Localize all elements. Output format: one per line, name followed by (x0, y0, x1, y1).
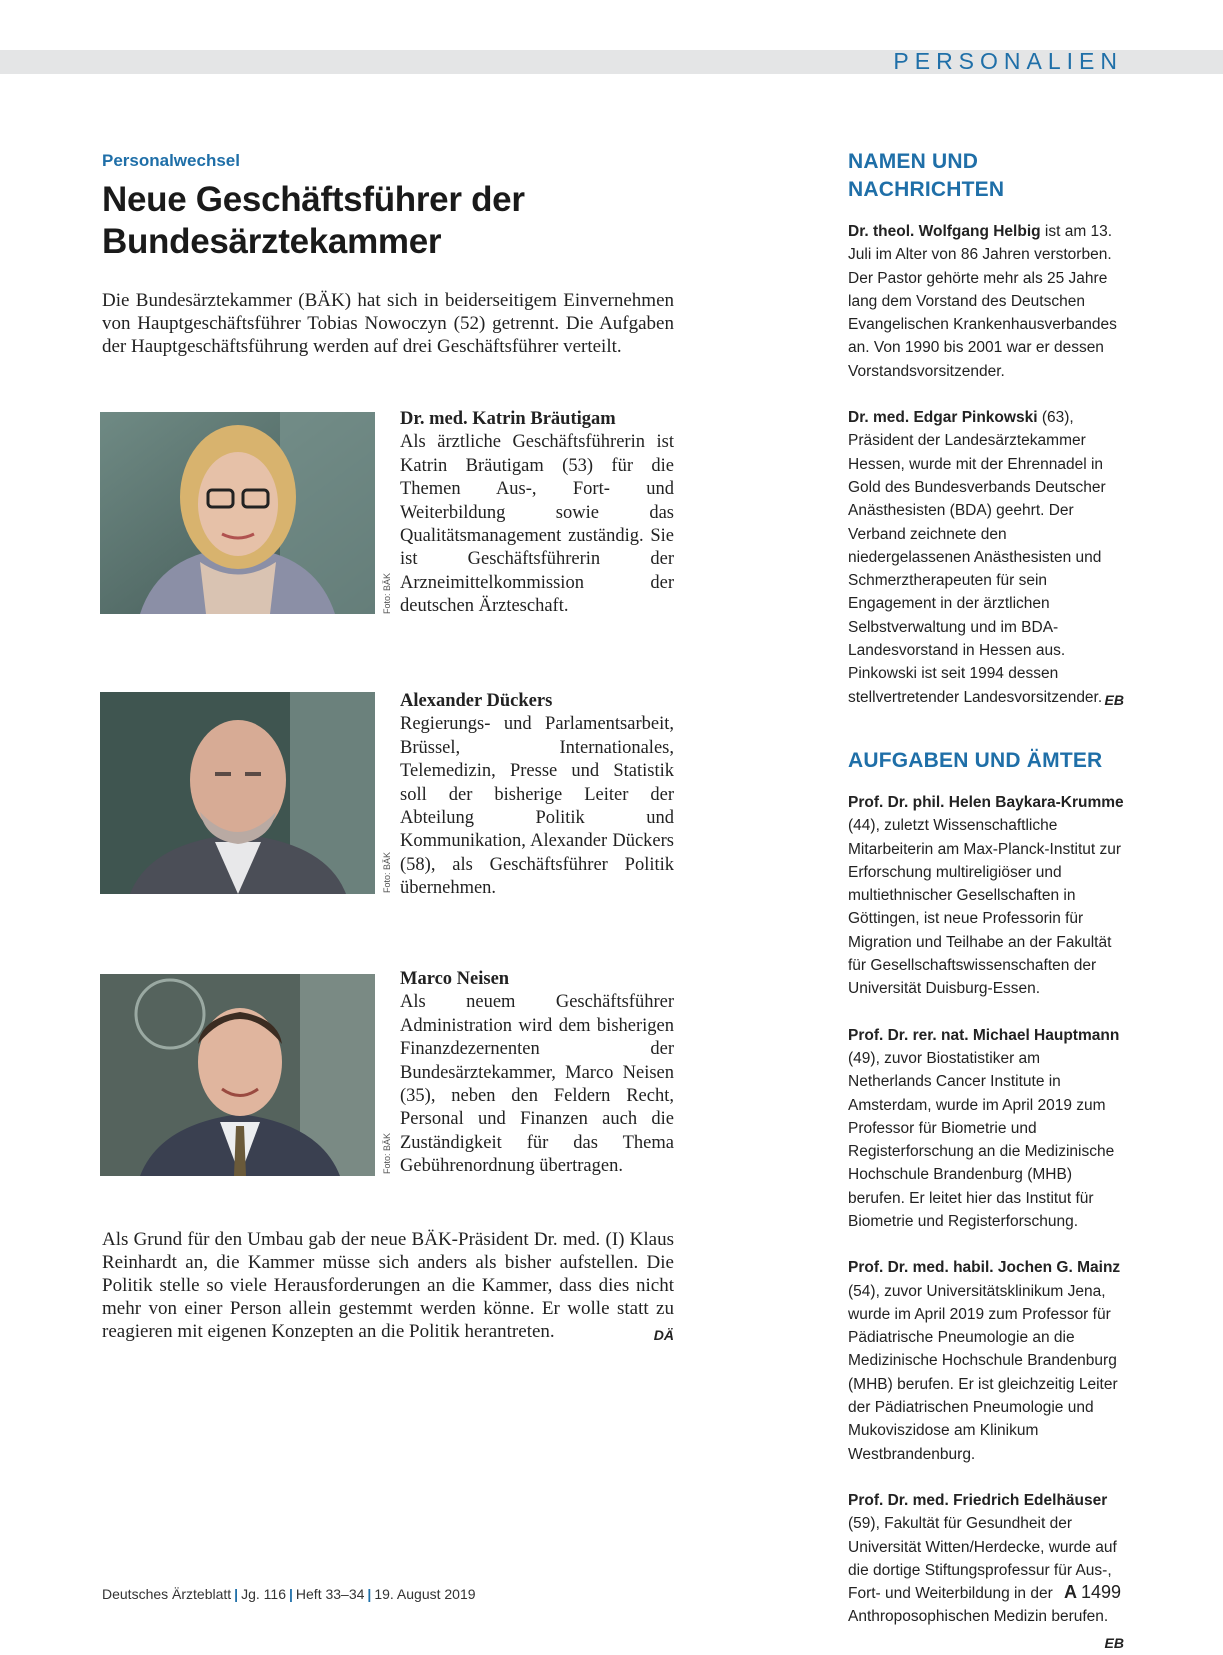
headline-line-2: Bundesärztekammer (102, 222, 442, 261)
entry-name: Prof. Dr. rer. nat. Michael Hauptmann (848, 1026, 1120, 1044)
entry-text: (44), zuletzt Wissenschaftliche Mitarbeiterin am Max-Planck-Institut zur Erforschung multireligiöser und multiethnischer Gesellschaften in Göttingen, ist neue Professorin für Migration und Teilhabe an der Fakultät für Gesellschaftswissenschaften der Universität Duisburg-Essen. (848, 817, 1122, 998)
photo-credit: Foto: BÄK (382, 851, 392, 893)
appointment-entry (848, 1024, 1124, 1234)
entry-signature: EB (1104, 691, 1124, 708)
portrait-photo-braeutigam (100, 412, 375, 614)
author-signature: DÄ (653, 1327, 674, 1343)
appointment-entry (848, 791, 1124, 1001)
entry-name: Prof. Dr. med. habil. Jochen G. Mainz (848, 1259, 1121, 1277)
portrait-photo-dueckers (100, 692, 375, 894)
sidebar-column (848, 148, 1124, 1655)
person-name: Dr. med. Katrin Bräutigam (400, 409, 616, 429)
photo-credit: Foto: BÄK (382, 572, 392, 614)
journal-name: Deutsches Ärzteblatt (102, 1586, 232, 1602)
headline-line-1: Neue Geschäftsführer der (102, 180, 525, 219)
entry-text: (54), zuvor Universitätsklinikum Jena, wurde im April 2019 zum Professor für Pädiatrische Pneumologie an die Medizinische Hochschule Brandenburg (MHB) berufen. Er ist gleichzeitig Leiter der Pädiatrischen Pneumologie und Mukoviszidose am Klinikum Westbrandenburg. (848, 1282, 1118, 1463)
appointment-entry (848, 1256, 1124, 1466)
news-entry (848, 220, 1124, 383)
entry-text: ist am 13. Juli im Alter von 86 Jahren verstorben. Der Pastor gehörte mehr als 25 Jahre lang dem Vorstand des Deutschen Evangelischen Krankenhausverbandes an. Von 1990 bis 2001 war er dessen Vorstandsvorsitzender. (848, 223, 1117, 380)
entry-name: Dr. theol. Wolfgang Helbig (848, 223, 1041, 240)
entry-text: (49), zuvor Biostatistiker am Netherlands Cancer Institute in Amsterdam, wurde im April 2019 zum Professor für Biometrie und Registerforschung an die Medizinische Hochschule Brandenburg (MHB) berufen. Er leitet hier das Institut für Biometrie und Registerforschung. (848, 1049, 1115, 1230)
person-bio-dueckers (400, 690, 674, 901)
journal-date: 19. August 2019 (374, 1586, 476, 1602)
heading-namen-und-nachrichten: NAMEN UND NACHRICHTEN (848, 150, 1005, 201)
news-entry (848, 406, 1124, 709)
article-headline (102, 179, 662, 263)
page-number-value: 1499 (1080, 1582, 1121, 1602)
section-label: PERSONALIEN (893, 48, 1123, 74)
page-footer: Deutsches Ärzteblatt | Jg. 116 | Heft 33–34 | 19. August 2019 (102, 1586, 476, 1602)
entry-name: Dr. med. Edgar Pinkowski (848, 409, 1038, 427)
outro-text: Als Grund für den Umbau gab der neue BÄK-Präsident Dr. med. (I) Klaus Reinhardt an, die Kammer müsse sich anders als bisher aufstellen. Die Politik stelle so viele Herausforderungen an die Kammer, dass dies nicht mehr von einer Person allein gestemmt werden könne. Er wolle statt zu reagieren mit eigenen Konzepten an die Politik herantreten. (102, 1229, 674, 1342)
heading-aufgaben-und-aemter: AUFGABEN UND ÄMTER (848, 748, 1103, 772)
entry-text: (63), Präsident der Landesärztekammer Hessen, wurde mit der Ehrennadel in Gold des Bundesverbands Deutscher Anästhesisten (BDA) geehrt. Der Verband zeichnete den niedergelassenen Anästhesisten und Schmerztherapeuten für sein Engagement in der ärztlichen Selbstverwaltung und im BDA-Landesvorstand in Hessen aus. Pinkowski ist seit 1994 dessen stellvertretender Landesvorsitzender. (848, 409, 1106, 706)
person-description: Als neuem Geschäftsführer Administration wird dem bisherigen Finanzdezernenten der Bundesärztekammer, Marco Neisen (35), neben den Feldern Recht, Personal und Finanzen auch die Zuständigkeit für das Thema Gebührenordnung übertragen. (400, 992, 674, 1177)
page-number (1064, 1582, 1121, 1603)
entry-signature: EB (1104, 1634, 1124, 1651)
article-outro (102, 1228, 674, 1347)
photo-credit: Foto: BÄK (382, 1132, 392, 1174)
person-description: Als ärztliche Geschäftsführerin ist Katrin Bräutigam (53) für die Themen Aus-, Fort- und Weiterbildung sowie das Qualitätsmanagement zuständig. Sie ist Geschäftsführerin der Arzneimittelkommission der deutschen Ärzteschaft. (400, 432, 674, 617)
article-intro: Die Bundesärztekammer (BÄK) hat sich in beiderseitigem Einvernehmen von Hauptgeschäftsführer Tobias Nowoczyn (52) getrennt. Die Aufgaben der Hauptgeschäftsführung werden auf drei Geschäftsführer verteilt. (102, 290, 674, 357)
journal-issue: Heft 33–34 (295, 1586, 365, 1602)
person-bio-neisen (400, 968, 674, 1179)
person-description: Regierungs- und Parlamentsarbeit, Brüssel, Internationales, Telemedizin, Presse und Statistik soll der bisherige Leiter der Abteilung Politik und Kommunikation, Alexander Dückers (58), als Geschäftsführer Politik übernehmen. (400, 714, 674, 899)
entry-name: Prof. Dr. phil. Helen Baykara-Krumme (848, 793, 1124, 811)
journal-volume: Jg. 116 (241, 1586, 286, 1602)
entry-name: Prof. Dr. med. Friedrich Edelhäuser (848, 1491, 1108, 1509)
person-bio-braeutigam (400, 408, 674, 619)
person-name: Alexander Dückers (400, 691, 553, 711)
person-name: Marco Neisen (400, 969, 510, 989)
appointment-entry (848, 1489, 1124, 1651)
entry-text: (59), Fakultät für Gesundheit der Universität Witten/Herdecke, wurde auf die dortige Stiftungsprofessur für Aus-, Fort- und Weiterbildung in der Anthroposophischen Medizin berufen. (848, 1515, 1117, 1626)
portrait-photo-neisen (100, 974, 375, 1176)
page-prefix: A (1063, 1582, 1077, 1602)
article-kicker: Personalwechsel (102, 151, 240, 170)
